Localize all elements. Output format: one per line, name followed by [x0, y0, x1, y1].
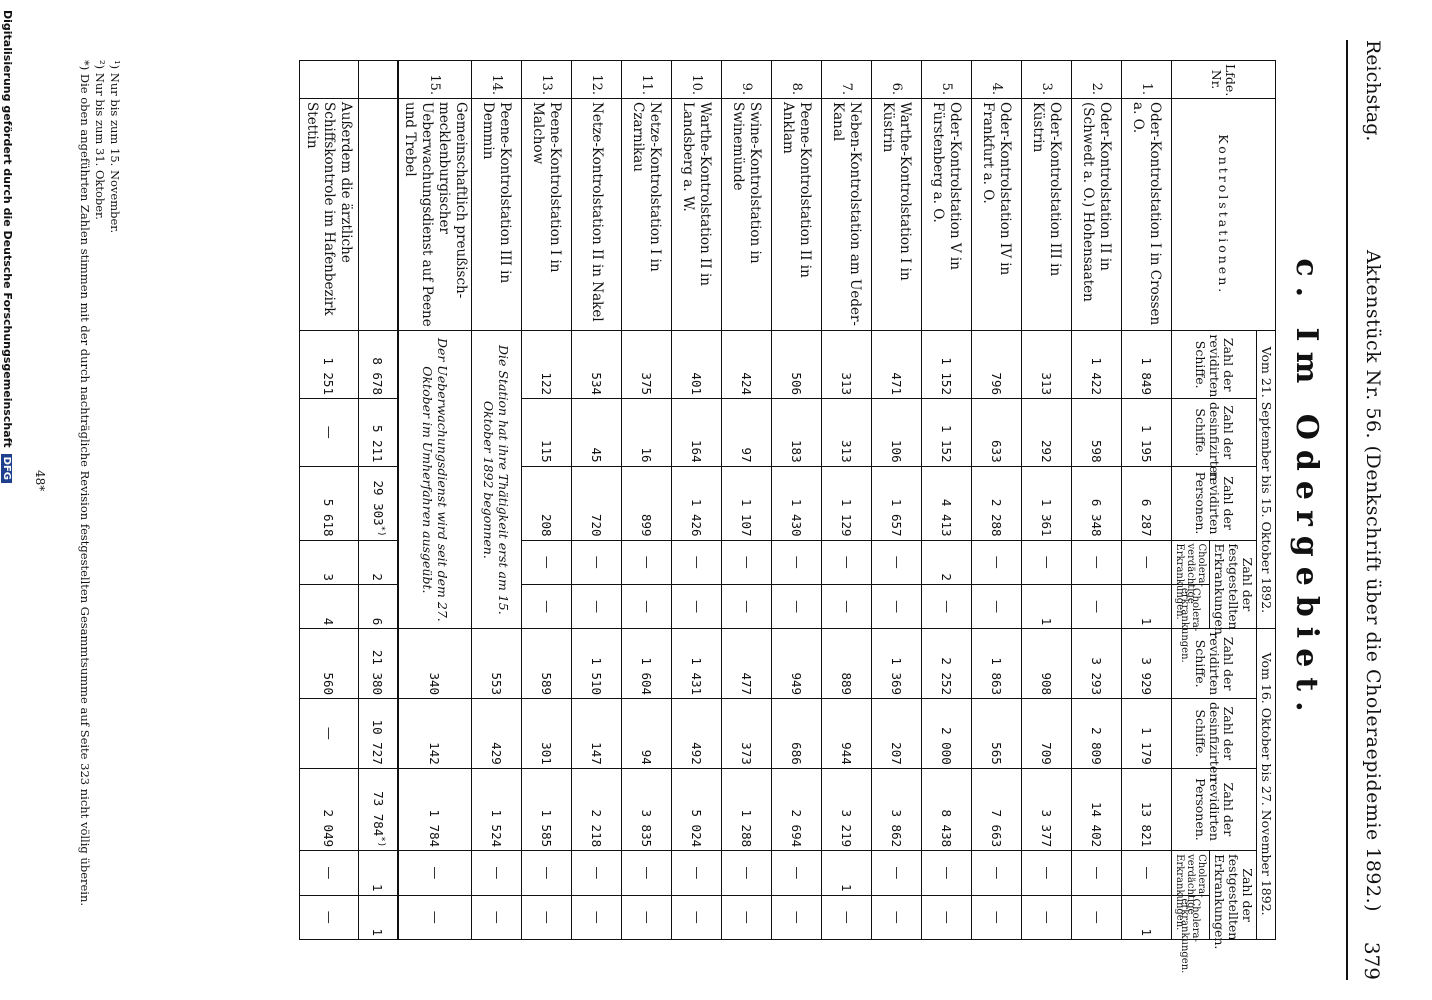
p2-cholera: — — [972, 895, 1022, 940]
p1-cholera: — — [722, 584, 772, 628]
p2-suspect: — — [398, 851, 472, 895]
p2-suspect: — — [522, 851, 572, 895]
p2-cholera: — — [472, 895, 522, 940]
p2-revised-ships: 949 — [772, 629, 822, 699]
header-left: Reichstag. — [1362, 40, 1384, 142]
p2-disinfected-ships: 709 — [1022, 699, 1072, 769]
table-row — [672, 61, 722, 940]
p1-suspect: — — [1072, 540, 1122, 584]
p1-cholera: — — [972, 584, 1022, 628]
p2-cholera: — — [622, 895, 672, 940]
p1-suspect: — — [1122, 540, 1172, 584]
row-nr: 13. — [522, 61, 572, 99]
p1-revised-persons: 1 657 — [872, 466, 922, 540]
col-p2-suspect: Cholera-verdächtige Erkrankungen. — [1172, 851, 1210, 895]
p2-disinfected-ships: 2 809 — [1072, 699, 1122, 769]
table-row — [822, 61, 872, 940]
p2-disinfected-ships: 944 — [822, 699, 872, 769]
station-name: Netze-Kontrolstation II in Nakel — [572, 99, 622, 331]
p1-disinfected-ships: 16 — [622, 399, 672, 467]
p2-revised-persons: 1 784 — [398, 768, 472, 850]
table-row — [872, 61, 922, 940]
p2-cholera: 1 — [1122, 895, 1172, 940]
p1-revised-ships: 424 — [722, 331, 772, 399]
p1-cholera: 1 — [1122, 584, 1172, 628]
extra-p1-revised-persons: 5 618 — [300, 466, 359, 540]
station-name: Warthe-Kontrolstation II in Landsberg a. W. — [672, 99, 722, 331]
row-nr: 10. — [672, 61, 722, 99]
p2-disinfected-ships: 301 — [522, 699, 572, 769]
station-name: Oder-Kontrolstation I in Crossen a. O. — [1122, 99, 1172, 331]
p1-revised-persons: 720 — [572, 466, 622, 540]
row-nr: 14. — [472, 61, 522, 99]
p2-revised-persons: 3 862 — [872, 768, 922, 850]
funder-text: Digitalisierung gefördert durch die Deutsche Forschungsgemeinschaft — [1, 10, 14, 448]
p2-disinfected-ships: 1 179 — [1122, 699, 1172, 769]
row-nr: 6. — [872, 61, 922, 99]
p2-suspect: — — [772, 851, 822, 895]
p1-revised-ships: 1 152 — [922, 331, 972, 399]
statistics-table-wrapper — [299, 60, 1276, 974]
p2-cholera: — — [1072, 895, 1122, 940]
table-row — [1122, 61, 1172, 940]
p1-revised-persons: 4 413 — [922, 466, 972, 540]
p1-suspect: — — [822, 540, 872, 584]
p2-revised-persons: 5 024 — [672, 768, 722, 850]
row-nr: 3. — [1022, 61, 1072, 99]
p2-cholera: — — [398, 895, 472, 940]
p2-cholera: — — [672, 895, 722, 940]
p1-disinfected-ships: 45 — [572, 399, 622, 467]
p1-revised-persons: 2 288 — [972, 466, 1022, 540]
station-name: Swine-Kontrolstation in Swinemünde — [722, 99, 772, 331]
station-note: Der Ueberwachungsdienst wird seit dem 27. Oktober im Umherfahren ausgeübt. — [398, 331, 472, 629]
row-nr: 1. — [1122, 61, 1172, 99]
p2-cholera: — — [722, 895, 772, 940]
p1-cholera: — — [1072, 584, 1122, 628]
total-p2-disinfected-ships: 10 727 — [359, 699, 399, 769]
extra-p1-suspect: 3 — [300, 540, 359, 584]
totals-label-empty — [359, 99, 399, 331]
p1-suspect: — — [522, 540, 572, 584]
totals-row — [359, 61, 399, 940]
p1-revised-persons: 1 107 — [722, 466, 772, 540]
col-p1-revised-persons: Zahl der revidirten Personen. — [1172, 466, 1257, 540]
col-stations: Kontrolstationen. — [1172, 99, 1276, 331]
col-period-1: Vom 21. September bis 15. Oktober 1892. — [1257, 331, 1276, 629]
p1-revised-ships: 1 849 — [1122, 331, 1172, 399]
extra-p2-suspect: — — [300, 851, 359, 895]
p2-cholera: — — [522, 895, 572, 940]
p2-revised-persons: 1 524 — [472, 768, 522, 850]
p2-revised-ships: 553 — [472, 629, 522, 699]
p2-revised-ships: 1 431 — [672, 629, 722, 699]
total-p2-revised-persons: 73 784*) — [359, 768, 399, 850]
p2-revised-persons: 8 438 — [922, 768, 972, 850]
page-header — [1352, 40, 1392, 980]
p2-suspect: — — [1122, 851, 1172, 895]
col-p2-illnesses: Zahl der festgestellten Erkrankungen. — [1210, 851, 1257, 940]
p2-cholera: — — [822, 895, 872, 940]
row-nr: 15. — [398, 61, 472, 99]
p2-suspect: — — [1072, 851, 1122, 895]
row-nr: 11. — [622, 61, 672, 99]
p1-revised-ships: 1 422 — [1072, 331, 1122, 399]
p2-revised-ships: 889 — [822, 629, 872, 699]
p1-disinfected-ships: 598 — [1072, 399, 1122, 467]
p1-suspect: 2 — [922, 540, 972, 584]
extra-p1-revised-ships: 1 251 — [300, 331, 359, 399]
p1-disinfected-ships: 106 — [872, 399, 922, 467]
p2-revised-ships: 477 — [722, 629, 772, 699]
col-p2-revised-ships: Zahl der revidirten Schiffe. — [1172, 629, 1257, 699]
p2-revised-persons: 3 377 — [1022, 768, 1072, 850]
p1-revised-persons: 1 426 — [672, 466, 722, 540]
p2-revised-ships: 2 252 — [922, 629, 972, 699]
p2-revised-ships: 589 — [522, 629, 572, 699]
p2-revised-ships: 1 604 — [622, 629, 672, 699]
p1-revised-ships: 471 — [872, 331, 922, 399]
row-nr: 5. — [922, 61, 972, 99]
p1-revised-persons: 899 — [622, 466, 672, 540]
p1-cholera: — — [672, 584, 722, 628]
table-row — [722, 61, 772, 940]
p1-revised-ships: 313 — [1022, 331, 1072, 399]
extra-p2-disinfected-ships: — — [300, 699, 359, 769]
table-body — [300, 61, 1172, 940]
total-p1-revised-persons: 29 303*) — [359, 466, 399, 540]
p2-revised-persons: 1 585 — [522, 768, 572, 850]
row-nr: 8. — [772, 61, 822, 99]
total-p1-suspect: 2 — [359, 540, 399, 584]
table-row — [772, 61, 822, 940]
p1-suspect: — — [672, 540, 722, 584]
p1-suspect: — — [972, 540, 1022, 584]
extra-nr-empty — [300, 61, 359, 99]
table-row — [1022, 61, 1072, 940]
p2-revised-persons: 14 402 — [1072, 768, 1122, 850]
station-name: Oder-Kontrolstation II in (Schwedt a. O.) Hohensaaten — [1072, 99, 1122, 331]
total-p2-mark: *) — [375, 836, 386, 848]
total-p1-mark: *) — [375, 525, 386, 537]
station-name: Netze-Kontrolstation I in Czarnikau — [622, 99, 672, 331]
total-p1-cholera: 6 — [359, 584, 399, 628]
p2-disinfected-ships: 147 — [572, 699, 622, 769]
p2-suspect: — — [1022, 851, 1072, 895]
header-rule — [1346, 40, 1348, 980]
p2-suspect: 1 — [822, 851, 872, 895]
p1-disinfected-ships: 164 — [672, 399, 722, 467]
table-row — [572, 61, 622, 940]
p2-revised-persons: 1 288 — [722, 768, 772, 850]
p1-suspect: — — [722, 540, 772, 584]
row-nr: 7. — [822, 61, 872, 99]
p1-suspect: — — [1022, 540, 1072, 584]
p1-disinfected-ships: 183 — [772, 399, 822, 467]
station-name: Peene-Kontrolstation II in Anklam — [772, 99, 822, 331]
p2-revised-persons: 13 821 — [1122, 768, 1172, 850]
p1-revised-persons: 208 — [522, 466, 572, 540]
p1-cholera: 1 — [1022, 584, 1072, 628]
footnote: ²) Nur bis zum 31. Oktober. — [93, 60, 107, 220]
col-p2-cholera: Cholera-erkrankungen. — [1172, 895, 1210, 940]
footnote: ¹) Nur bis zum 15. November. — [108, 60, 122, 234]
col-p1-suspect: Cholera-verdächtige Erkrankungen. — [1172, 540, 1210, 584]
p1-suspect: — — [772, 540, 822, 584]
p2-revised-ships: 340 — [398, 629, 472, 699]
p1-revised-persons: 1 129 — [822, 466, 872, 540]
station-name: Peene-Kontrolstation III in Demmin — [472, 99, 522, 331]
extra-name: Außerdem die ärztliche Schiffskontrole im Hafenbezirk Stettin — [300, 99, 359, 331]
table-row — [1072, 61, 1122, 940]
table-row — [922, 61, 972, 940]
p1-disinfected-ships: 97 — [722, 399, 772, 467]
col-p1-revised-ships: Zahl der revidirten Schiffe. — [1172, 331, 1257, 399]
p1-suspect: — — [872, 540, 922, 584]
p1-cholera: — — [872, 584, 922, 628]
total-p1-revised-ships: 8 678 — [359, 331, 399, 399]
p1-revised-ships: 375 — [622, 331, 672, 399]
p2-suspect: — — [972, 851, 1022, 895]
p1-revised-ships: 796 — [972, 331, 1022, 399]
page-number-top: 379 — [1360, 941, 1384, 980]
p2-revised-persons: 2 694 — [772, 768, 822, 850]
col-nr: Lfde. Nr. — [1172, 61, 1276, 99]
p2-revised-ships: 3 293 — [1072, 629, 1122, 699]
p1-cholera: — — [572, 584, 622, 628]
p1-disinfected-ships: 1 195 — [1122, 399, 1172, 467]
p1-disinfected-ships: 633 — [972, 399, 1022, 467]
p2-suspect: — — [672, 851, 722, 895]
p1-disinfected-ships: 1 152 — [922, 399, 972, 467]
p2-cholera: — — [772, 895, 822, 940]
row-nr: 2. — [1072, 61, 1122, 99]
row-nr: 4. — [972, 61, 1022, 99]
col-p2-revised-persons: Zahl der revidirten Personen. — [1172, 768, 1257, 850]
p2-disinfected-ships: 429 — [472, 699, 522, 769]
p1-revised-ships: 313 — [822, 331, 872, 399]
p2-disinfected-ships: 2 000 — [922, 699, 972, 769]
p2-disinfected-ships: 373 — [722, 699, 772, 769]
p2-revised-persons: 7 663 — [972, 768, 1022, 850]
footnotes — [77, 60, 122, 940]
p2-disinfected-ships: 492 — [672, 699, 722, 769]
section-title: c. Im Odergebiet. — [1289, 258, 1324, 722]
station-name: Gemeinschaftlich preußisch-mecklenburgischer Ueberwachungsdienst auf Peene und Trebel — [398, 99, 472, 331]
p1-cholera: — — [522, 584, 572, 628]
p1-revised-ships: 506 — [772, 331, 822, 399]
station-name: Oder-Kontrolstation IV in Frankfurt a. O. — [972, 99, 1022, 331]
p2-disinfected-ships: 142 — [398, 699, 472, 769]
p2-revised-persons: 3 835 — [622, 768, 672, 850]
total-p1-disinfected-ships: 5 211 — [359, 399, 399, 467]
total-p2-revised-ships: 21 380 — [359, 629, 399, 699]
p2-disinfected-ships: 207 — [872, 699, 922, 769]
funder-note — [1, 10, 14, 990]
row-nr: 12. — [572, 61, 622, 99]
table-row — [972, 61, 1022, 940]
extra-p2-revised-ships: 560 — [300, 629, 359, 699]
p2-suspect: — — [572, 851, 622, 895]
station-note: Die Station hat ihre Thätigkeit erst am 15. Oktober 1892 begonnen. — [472, 331, 522, 629]
p2-revised-persons: 3 219 — [822, 768, 872, 850]
p2-revised-ships: 3 929 — [1122, 629, 1172, 699]
total-p2-cholera: 1 — [359, 895, 399, 940]
p2-suspect: — — [472, 851, 522, 895]
p1-revised-persons: 6 287 — [1122, 466, 1172, 540]
p1-suspect: — — [572, 540, 622, 584]
header-title: Aktenstück Nr. 56. (Denkschrift über die Choleraepidemie 1892.) — [1362, 250, 1384, 913]
extra-p2-cholera: — — [300, 895, 359, 940]
station-name: Peene-Kontrolstation I in Malchow — [522, 99, 572, 331]
col-period-2: Vom 16. Oktober bis 27. November 1892. — [1257, 629, 1276, 940]
p2-cholera: — — [872, 895, 922, 940]
p2-revised-ships: 1 369 — [872, 629, 922, 699]
station-name: Oder-Kontrolstation III in Küstrin — [1022, 99, 1072, 331]
p2-suspect: — — [722, 851, 772, 895]
total-p2-suspect: 1 — [359, 851, 399, 895]
p2-cholera: — — [1022, 895, 1072, 940]
row-nr: 9. — [722, 61, 772, 99]
p2-suspect: — — [622, 851, 672, 895]
p2-disinfected-ships: 686 — [772, 699, 822, 769]
p1-revised-persons: 1 430 — [772, 466, 822, 540]
extra-p2-revised-persons: 2 049 — [300, 768, 359, 850]
col-p1-illnesses: Zahl der festgestellten Erkrankungen. — [1210, 540, 1257, 629]
p1-cholera: — — [922, 584, 972, 628]
table-row — [472, 61, 522, 940]
dfg-logo: DFG — [1, 454, 12, 483]
p2-cholera: — — [922, 895, 972, 940]
station-name: Oder-Kontrolstation V in Fürstenberg a. O. — [922, 99, 972, 331]
p1-revised-persons: 1 361 — [1022, 466, 1072, 540]
p2-revised-ships: 1 510 — [572, 629, 622, 699]
p1-disinfected-ships: 292 — [1022, 399, 1072, 467]
footnote: *) Die oben angeführten Zahlen stimmen mit der durch nachträgliche Revision festgestellten Gesammtsumme auf Seite 323 nicht völlig überein. — [78, 60, 92, 907]
p1-cholera: — — [822, 584, 872, 628]
p1-revised-ships: 401 — [672, 331, 722, 399]
p1-disinfected-ships: 313 — [822, 399, 872, 467]
p1-revised-persons: 6 348 — [1072, 466, 1122, 540]
p2-revised-ships: 1 863 — [972, 629, 1022, 699]
p2-disinfected-ships: 565 — [972, 699, 1022, 769]
station-name: Neben-Kontrolstation am Ueder-Kanal — [822, 99, 872, 331]
p2-cholera: — — [572, 895, 622, 940]
statistics-table — [299, 60, 1276, 974]
table-row — [522, 61, 572, 940]
extra-p1-disinfected-ships: — — [300, 399, 359, 467]
p1-revised-ships: 122 — [522, 331, 572, 399]
col-p1-disinfected-ships: Zahl der desinfizirten Schiffe. — [1172, 399, 1257, 467]
p1-cholera: — — [772, 584, 822, 628]
p2-suspect: — — [872, 851, 922, 895]
page-number-bottom: 48* — [33, 470, 47, 492]
extra-row — [300, 61, 359, 940]
p2-suspect: — — [922, 851, 972, 895]
p2-revised-persons: 2 218 — [572, 768, 622, 850]
col-p1-cholera: Cholera-erkrankungen. — [1172, 584, 1210, 628]
p1-disinfected-ships: 115 — [522, 399, 572, 467]
p1-revised-ships: 534 — [572, 331, 622, 399]
p2-revised-ships: 908 — [1022, 629, 1072, 699]
p1-suspect: — — [622, 540, 672, 584]
col-p2-disinfected-ships: Zahl der desinfizirten Schiffe. — [1172, 699, 1257, 769]
station-name: Warthe-Kontrolstation I in Küstrin — [872, 99, 922, 331]
p1-cholera: — — [622, 584, 672, 628]
p2-disinfected-ships: 94 — [622, 699, 672, 769]
totals-nr-empty — [359, 61, 399, 99]
table-row — [398, 61, 472, 940]
table-row — [622, 61, 672, 940]
extra-p1-cholera: 4 — [300, 584, 359, 628]
